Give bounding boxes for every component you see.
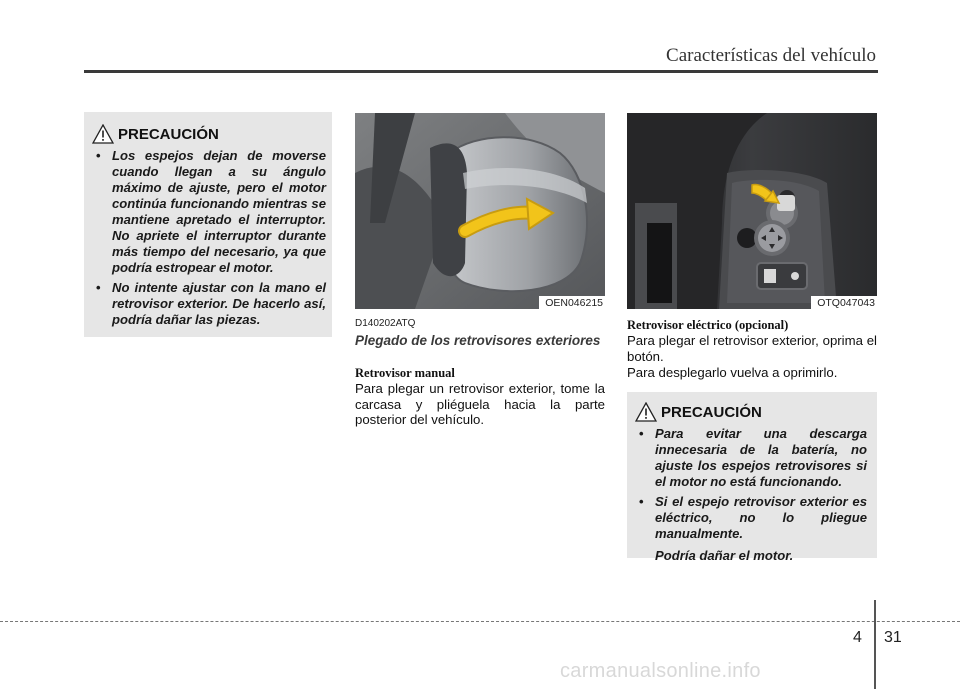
caution-title: PRECAUCIÓN [118,125,219,143]
watermark: carmanualsonline.info [560,660,761,682]
chapter-number: 4 [853,629,862,646]
caution-title: PRECAUCIÓN [661,403,762,421]
caution-item: • Los espejos dejan de moverse cuando llegan a su ángulo máximo de ajuste, pero el motor continúa funcionando mientras se mantiene apretado el interruptor. No apriete el interruptor durante más tiempo del necesario, ya que podría estropear el motor. [92,148,326,276]
manual-mirror-text: Para plegar un retrovisor exterior, tome la carcasa y pliéguela hacia la parte posterior del vehículo. [355,381,605,427]
page-divider [874,600,876,689]
photo-code: OTQ047043 [811,296,877,309]
page-number: 31 [884,629,902,646]
mirror-illustration [355,113,605,309]
electric-mirror-subtitle: Retrovisor eléctrico (opcional) [627,318,789,332]
caution-box-left [84,112,332,337]
caution-heading-right [635,402,867,422]
warning-triangle-icon [92,124,114,144]
mirror-fold-photo [355,113,605,309]
section-title: Plegado de los retrovisores exteriores [355,333,601,348]
warning-triangle-icon [635,402,657,422]
caution-extra: Podría dañar el motor. [655,548,794,563]
caution-box-right [627,392,877,563]
electric-mirror-text-1: Para plegar el retrovisor exterior, oprima el botón. [627,333,877,364]
caution-item: • Para evitar una descarga innecesaria de la batería, no ajuste los espejos retrovisores si el motor no está funcionando. [635,426,867,490]
footer-rule [0,621,960,622]
caution-heading-left [92,124,326,144]
electric-mirror-text-2: Para desplegarlo vuelva a oprimirlo. [627,365,838,380]
caution-item: • Si el espejo retrovisor exterior es eléctrico, no lo pliegue manualmente. [635,494,867,542]
manual-mirror-subtitle: Retrovisor manual [355,366,455,380]
photo-code: OEN046215 [539,296,605,309]
caution-item: • No intente ajustar con la mano el retrovisor exterior. De hacerlo así, podría dañar las piezas. [92,280,326,328]
header-title: Características del vehículo [666,45,876,66]
doc-code: D140202ATQ [355,318,416,329]
mirror-switch-photo [627,113,877,309]
switch-illustration [627,113,877,309]
header-rule [84,70,878,73]
